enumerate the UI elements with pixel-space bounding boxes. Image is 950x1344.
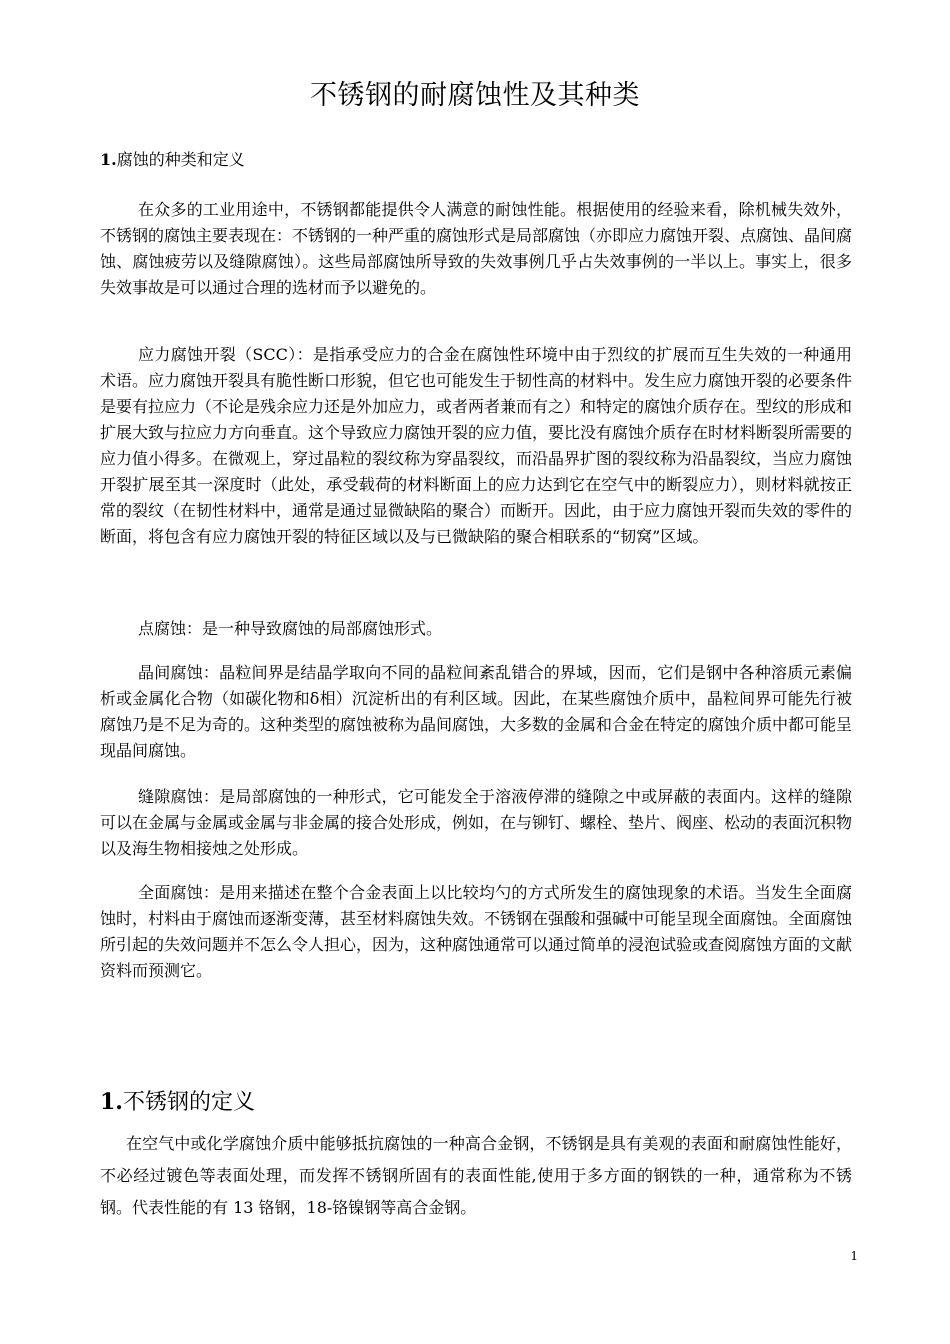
paragraph-crevice-corrosion: 缝隙腐蚀：是局部腐蚀的一种形式，它可能发全于溶液停滞的缝隙之中或屏蔽的表面内。这样的缝隙可以在金属与金属或金属与非金属的接合处形成，例如，在与铆钉、螺栓、垫片、阀座、松动的表面沉积物以及海生物相接烛之处形成。: [100, 787, 853, 858]
section-heading-stainless-definition: [100, 1087, 255, 1118]
section-number: 1.: [100, 150, 117, 169]
section-heading-text: 腐蚀的种类和定义: [116, 150, 245, 169]
paragraph-intro: 在众多的工业用途中，不锈钢都能提供令人满意的耐蚀性能。根据使用的经验来看，除机械失效外，不锈钢的腐蚀主要表现在：不锈钢的一种严重的腐蚀形式是局部腐蚀（亦即应力腐蚀开裂、点腐蚀、晶间腐蚀、腐蚀疲劳以及缝隙腐蚀）。这些局部腐蚀所导致的失效事例几乎占失效事例的一半以上。事实上，很多失效事故是可以通过合理的选材而予以避免的。: [100, 200, 853, 297]
paragraph-general-corrosion: 全面腐蚀：是用来描述在整个合金表面上以比较均勺的方式所发生的腐蚀现象的术语。当发生全面腐蚀时，村料由于腐蚀而逐渐变薄，甚至材料腐蚀失效。不锈钢在强酸和强碱中可能呈现全面腐蚀。全面腐蚀所引起的失效问题并不怎么令人担心，因为，这种腐蚀通常可以通过简单的浸泡试验或查阅腐蚀方面的文献资料而预测它。: [100, 883, 853, 980]
paragraph-pitting-corrosion: 点腐蚀：是一种导致腐蚀的局部腐蚀形式。: [138, 619, 443, 638]
paragraph-stainless-definition: 在空气中或化学腐蚀介质中能够抵抗腐蚀的一种高合金钢，不锈钢是具有美观的表面和耐腐蚀性能好，不必经过镀色等表面处理，而发挥不锈钢所固有的表面性能,使用于多方面的钢铁的一种，通常称为不锈钢。代表性能的有 13 铬钢，18-铬镍钢等高合金钢。: [100, 1134, 852, 1217]
section-heading-corrosion-types: [100, 148, 245, 172]
section-heading-text: 不锈钢的定义: [122, 1090, 255, 1115]
paragraph-intergranular-corrosion: 晶间腐蚀：晶粒间界是结晶学取向不同的晶粒间紊乱错合的界域，因而，它们是钢中各种溶质元素偏析或金属化合物（如碳化物和δ相）沉淀析出的有利区域。因此，在某些腐蚀介质中，晶粒间界可能先行被腐蚀乃是不足为奇的。这种类型的腐蚀被称为晶间腐蚀，大多数的金属和合金在特定的腐蚀介质中都可能呈现晶间腐蚀。: [100, 663, 853, 760]
page-number: 1: [850, 1249, 858, 1263]
paragraph-stress-corrosion-cracking: 应力腐蚀开裂（SCC）：是指承受应力的合金在腐蚀性环境中由于烈纹的扩展而互生失效的一种通用术语。应力腐蚀开裂具有脆性断口形貌，但它也可能发生于韧性高的材料中。发生应力腐蚀开裂的必要条件是要有拉应力（不论是残余应力还是外加应力，或者两者兼而有之）和特定的腐蚀介质存在。型纹的形成和扩展大致与拉应力方向垂直。这个导致应力腐蚀开裂的应力值，要比没有腐蚀介质存在时材料断裂所需要的应力值小得多。在微观上，穿过晶粒的裂纹称为穿晶裂纹，而沿晶界扩图的裂纹称为沿晶裂纹，当应力腐蚀开裂扩展至其一深度时（此处，承受载荷的材料断面上的应力达到它在空气中的断裂应力），则材料就按正常的裂纹（在韧性材料中，通常是通过显微缺陷的聚合）而断开。因此，由于应力腐蚀开裂而失效的零件的断面，将包含有应力腐蚀开裂的特征区域以及与已微缺陷的聚合相联系的“韧窝”区域。: [100, 345, 853, 546]
document-title: 不锈钢的耐腐蚀性及其种类: [310, 80, 640, 111]
section-number: 1.: [100, 1089, 123, 1115]
